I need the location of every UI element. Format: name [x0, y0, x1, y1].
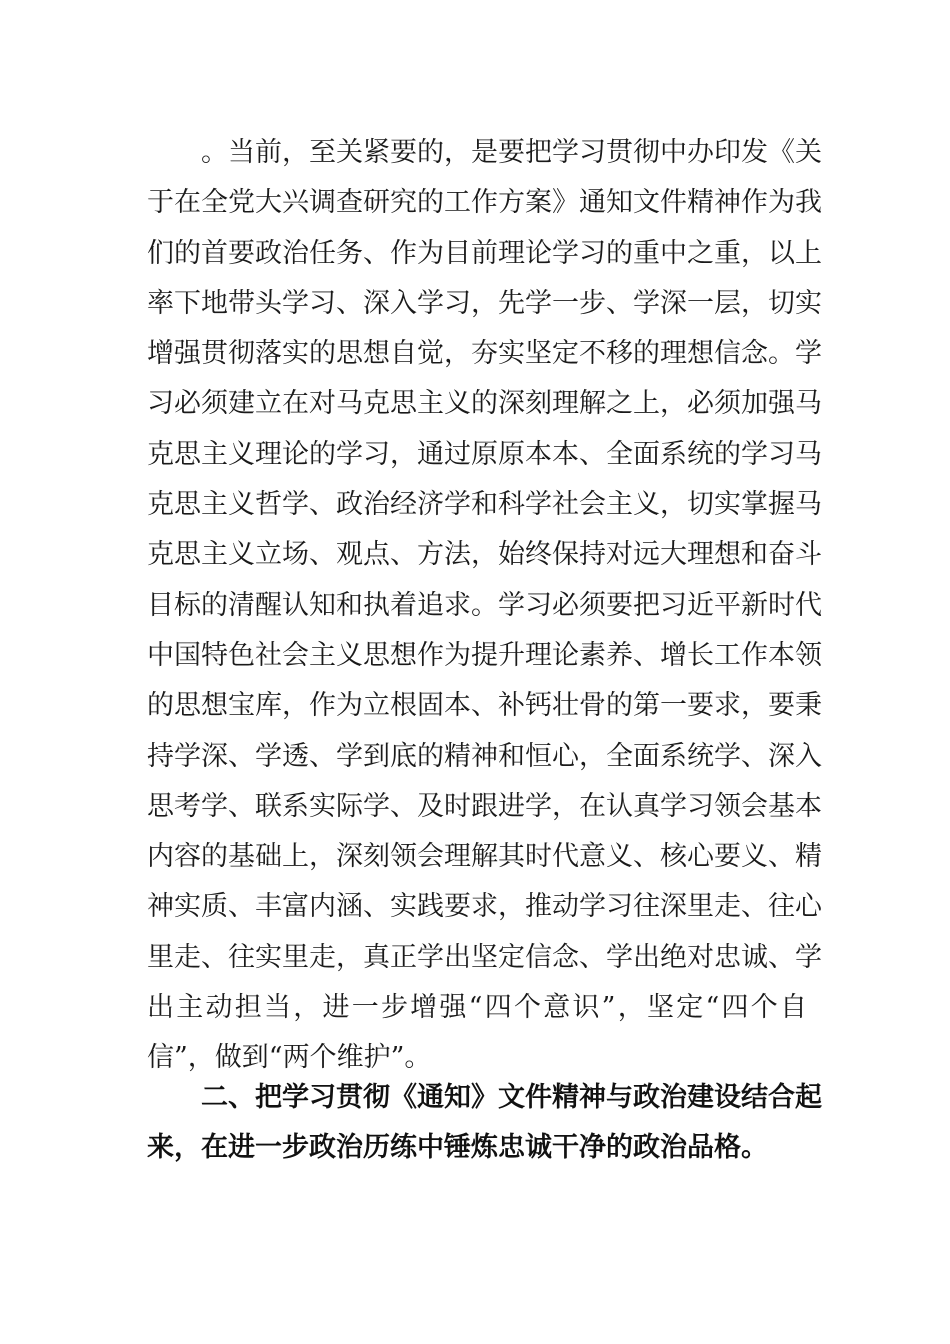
paragraph-line: 克思主义理论的学习，通过原原本本、全面系统的学习马 — [147, 438, 822, 470]
paragraph-line: 目标的清醒认知和执着追求。学习必须要把习近平新时代 — [147, 589, 822, 621]
paragraph-line: 习必须建立在对马克思主义的深刻理解之上，必须加强马 — [147, 388, 822, 420]
paragraph-line: 增强贯彻落实的思想自觉，夯实坚定不移的理想信念。学 — [147, 338, 822, 370]
paragraph-line: 于在全党大兴调查研究的工作方案》通知文件精神作为我 — [147, 187, 822, 219]
paragraph-line: 神实质、丰富内涵、实践要求，推动学习往深里走、往心 — [147, 891, 822, 923]
paragraph-line: 持学深、学透、学到底的精神和恒心，全面系统学、深入 — [147, 740, 822, 772]
paragraph-line: 克思主义立场、观点、方法，始终保持对远大理想和奋斗 — [147, 539, 822, 571]
heading-line: 来，在进一步政治历练中锤炼忠诚干净的政治品格。 — [147, 1132, 768, 1163]
section-heading — [147, 1073, 822, 1173]
paragraph-line: 出主动担当，进一步增强“四个意识”，坚定“四个自 — [147, 992, 807, 1024]
paragraph-line: 的思想宝库，作为立根固本、补钙壮骨的第一要求，要秉 — [147, 690, 822, 722]
paragraph-line: 里走、往实里走，真正学出坚定信念、学出绝对忠诚、学 — [147, 941, 822, 973]
paragraph-line: 中国特色社会主义思想作为提升理论素养、增长工作本领 — [147, 639, 822, 671]
paragraph-line: 克思主义哲学、政治经济学和科学社会主义，切实掌握马 — [147, 489, 822, 521]
paragraph-line: 率下地带头学习、深入学习，先学一步、学深一层，切实 — [147, 287, 822, 319]
paragraph-line: 内容的基础上，深刻领会理解其时代意义、核心要义、精 — [147, 841, 822, 873]
paragraph-line: 。当前，至关紧要的，是要把学习贯彻中办印发《关 — [201, 137, 822, 168]
heading-line: 二、把学习贯彻《通知》文件精神与政治建设结合起 — [201, 1082, 822, 1113]
body-paragraph — [147, 128, 822, 1084]
paragraph-line: 们的首要政治任务、作为目前理论学习的重中之重，以上 — [147, 237, 822, 269]
paragraph-line: 信”，做到“两个维护”。 — [147, 1042, 432, 1074]
paragraph-line: 思考学、联系实际学、及时跟进学，在认真学习领会基本 — [147, 790, 822, 822]
